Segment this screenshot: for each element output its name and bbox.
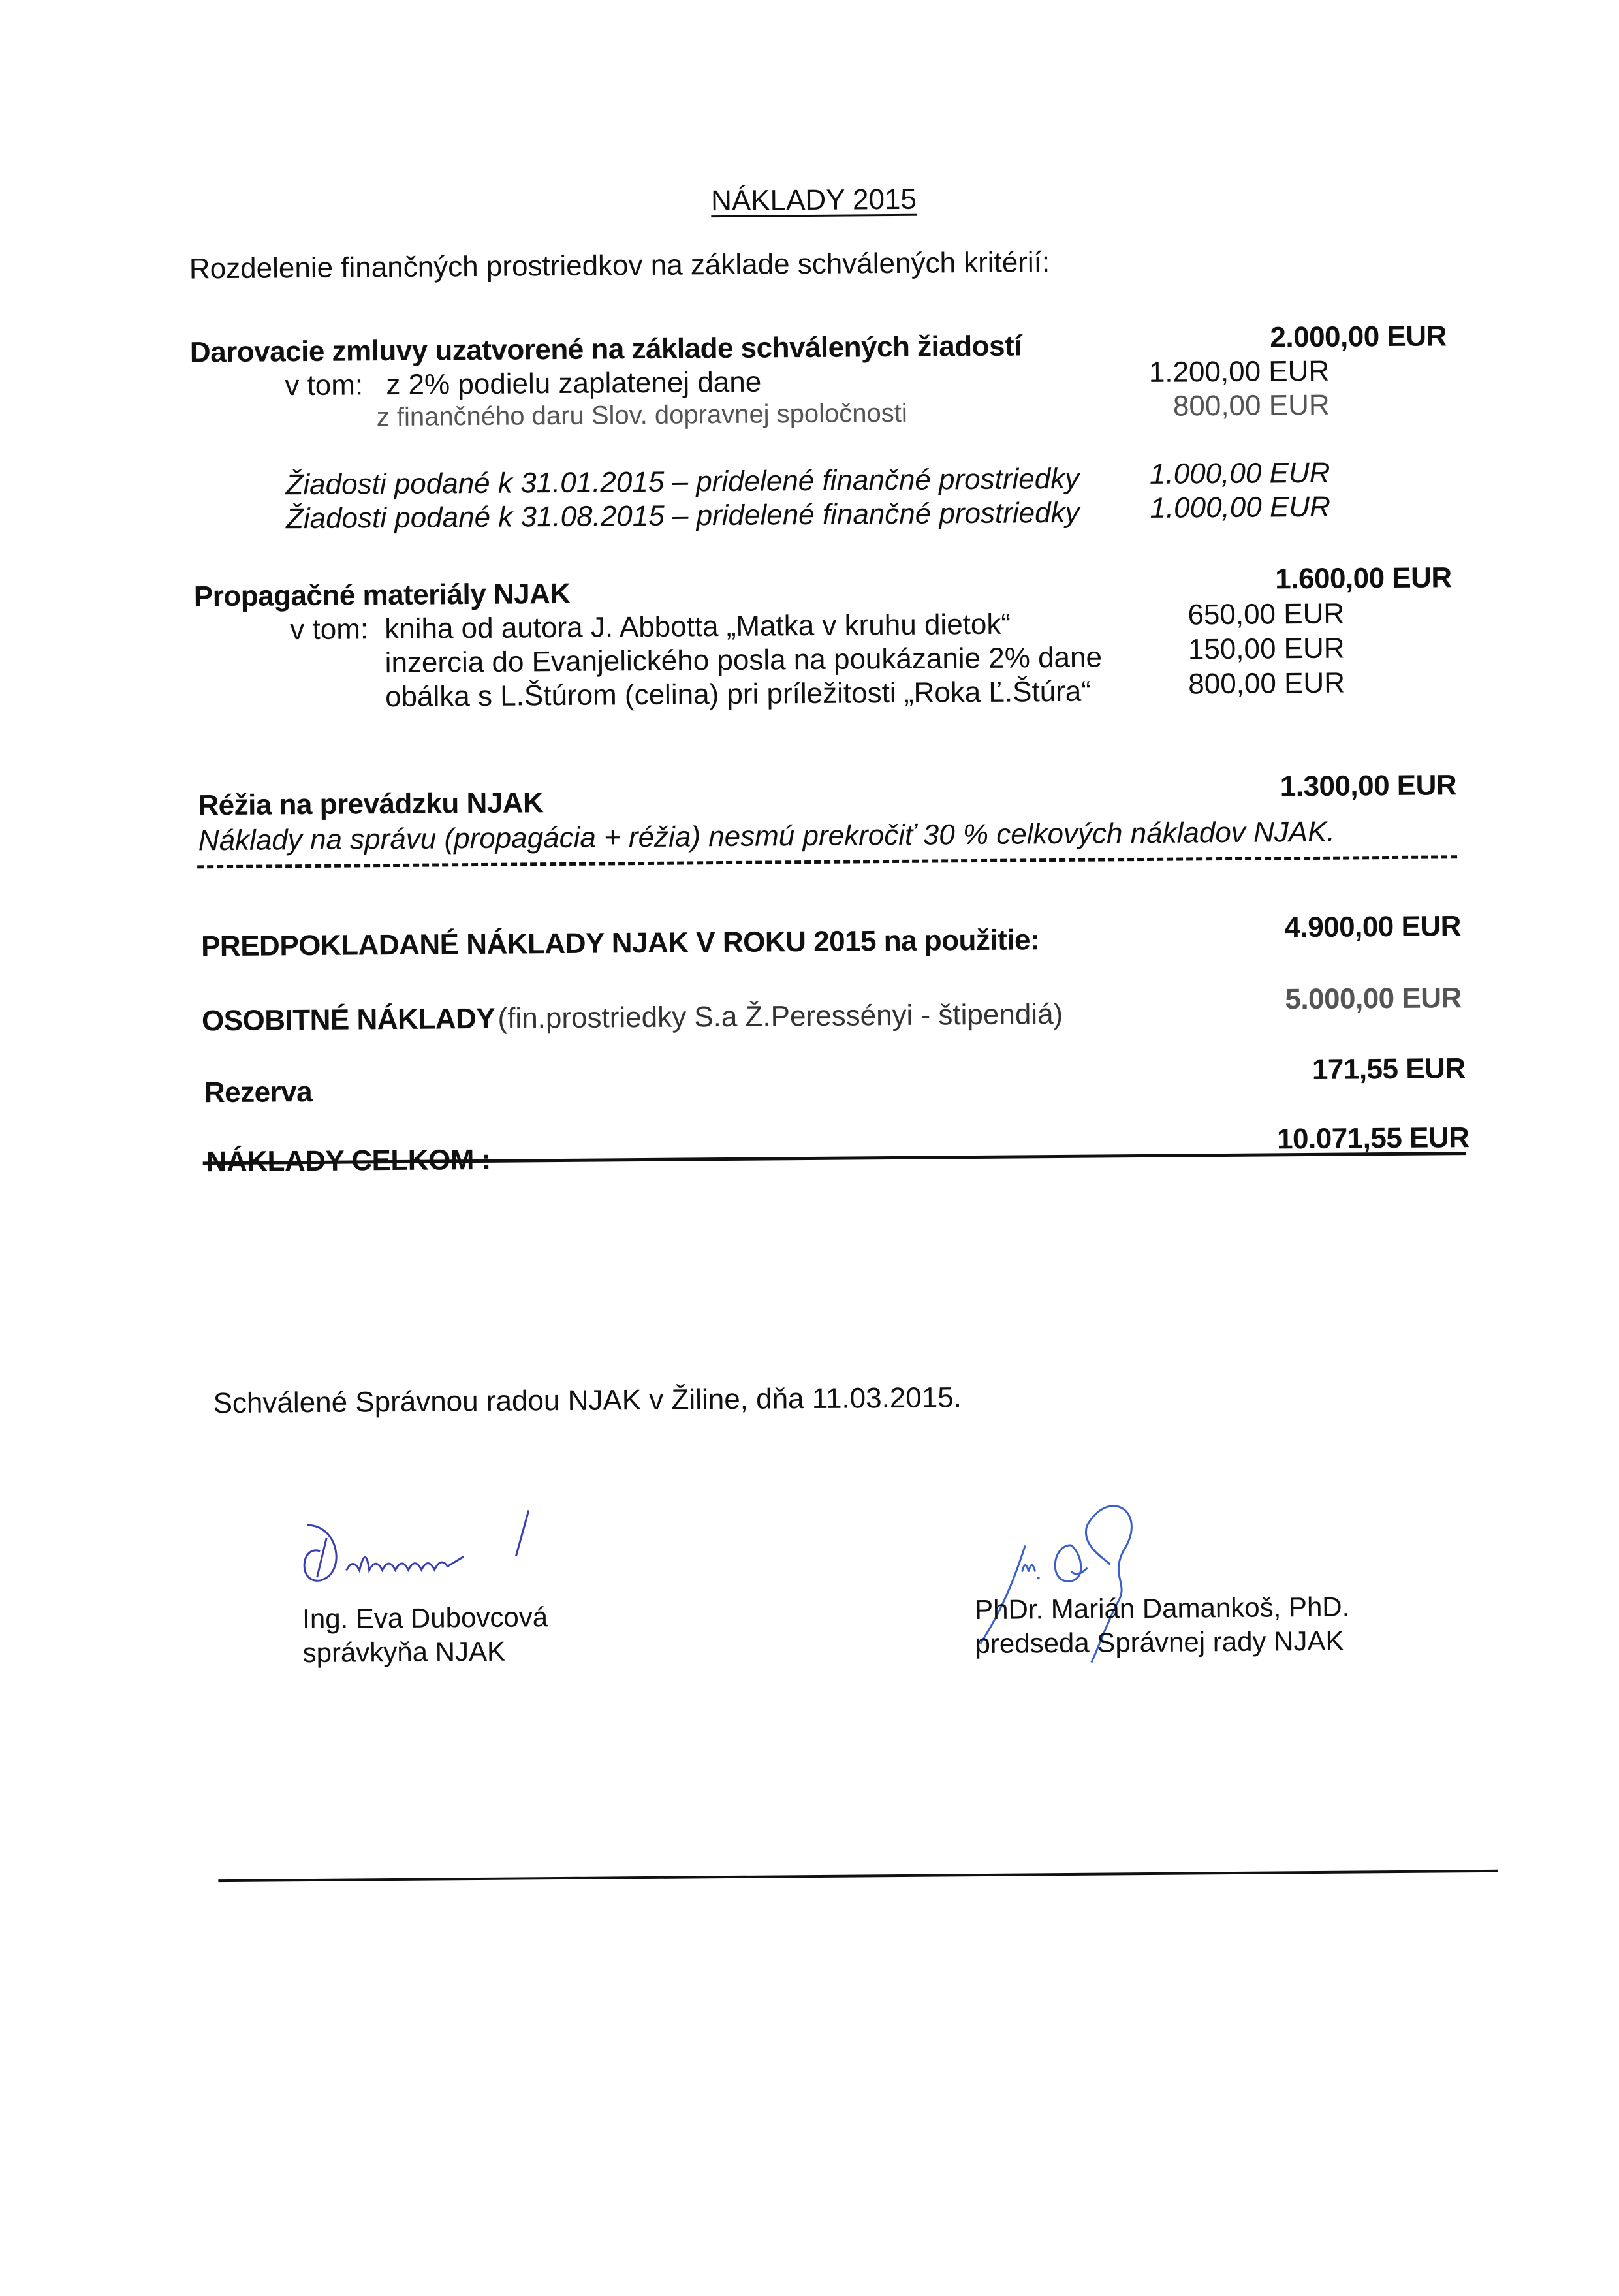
signature-dubovcova: [294, 1503, 621, 1597]
breakdown-prefix: v tom:: [285, 369, 364, 402]
propagacne-total: 1.600,00 EUR: [1275, 561, 1452, 595]
summary-predpokladane-label: PREDPOKLADANÉ NÁKLADY NJAK V ROKU 2015 na použitie:: [200, 924, 1040, 963]
breakdown-prefix: v tom:: [290, 613, 369, 646]
request-amount: 1.000,00 EUR: [1150, 490, 1331, 524]
line-item-label: kniha od autora J. Abbotta „Matka v kruhu dietok“: [385, 608, 1011, 646]
line-item-amount: 1.200,00 EUR: [1148, 354, 1330, 388]
section-heading-darovacie: Darovacie zmluvy uzatvorené na základe schválených žiadostí: [189, 330, 1022, 369]
signatory-name: Ing. Eva Dubovcová: [302, 1601, 548, 1635]
request-amount: 1.000,00 EUR: [1149, 456, 1330, 490]
summary-osobitne-amount: 5.000,00 EUR: [1285, 982, 1462, 1016]
summary-osobitne-detail: (fin.prostriedky S.a Ž.Peressényi - štipendiá): [497, 998, 1063, 1035]
summary-celkom-amount: 10.071,55 EUR: [1276, 1122, 1470, 1156]
rezia-total: 1.300,00 EUR: [1280, 769, 1457, 803]
darovacie-total: 2.000,00 EUR: [1270, 320, 1447, 354]
line-item-amount: 150,00 EUR: [1187, 632, 1345, 666]
summary-osobitne-label: OSOBITNÉ NÁKLADY: [201, 1002, 495, 1037]
bottom-rule: [218, 1870, 1498, 1882]
line-item-amount: 800,00 EUR: [1188, 667, 1345, 700]
request-label: Žiadosti podané k 31.01.2015 – pridelené finančné prostriedky: [285, 462, 1080, 501]
summary-celkom-label: NÁKLADY CELKOM :: [206, 1143, 491, 1178]
summary-rezerva-amount: 171,55 EUR: [1312, 1052, 1466, 1086]
section-heading-rezia: Réžia na prevádzku NJAK: [198, 787, 544, 822]
dashed-divider: [197, 855, 1457, 868]
line-item-amount: 800,00 EUR: [1172, 388, 1330, 422]
document-title: NÁKLADY 2015: [710, 183, 917, 217]
signatory-name: PhDr. Marián Damankoš, PhD.: [974, 1591, 1350, 1626]
approval-text: Schválené Správnou radou NJAK v Žiline, dňa 11.03.2015.: [213, 1381, 962, 1420]
line-item-amount: 650,00 EUR: [1187, 597, 1345, 631]
section-heading-propagacne: Propagačné materiály NJAK: [193, 577, 571, 613]
rezia-note: Náklady na správu (propagácia + réžia) nesmú prekročiť 30 % celkových nákladov NJAK.: [198, 815, 1335, 857]
signatory-role: správkyňa NJAK: [302, 1635, 506, 1669]
intro-text: Rozdelenie finančných prostriedkov na základe schválených kritérií:: [189, 246, 1050, 285]
signatory-role: predseda Správnej rady NJAK: [975, 1625, 1344, 1659]
request-label: Žiadosti podané k 31.08.2015 – pridelené finančné prostriedky: [285, 496, 1080, 535]
summary-osobitne: [202, 998, 1063, 1037]
line-item-label: inzercia do Evanjelického posla na poukázanie 2% dane: [385, 641, 1103, 680]
summary-predpokladane-amount: 4.900,00 EUR: [1284, 910, 1462, 944]
line-item-label: z 2% podielu zaplatenej dane: [386, 366, 762, 401]
summary-rezerva-label: Rezerva: [204, 1076, 313, 1109]
line-item-label: z finančného daru Slov. dopravnej spoločnosti: [376, 398, 907, 432]
line-item-label: obálka s L.Štúrom (celina) pri príležitosti „Roka Ľ.Štúra“: [385, 675, 1092, 714]
